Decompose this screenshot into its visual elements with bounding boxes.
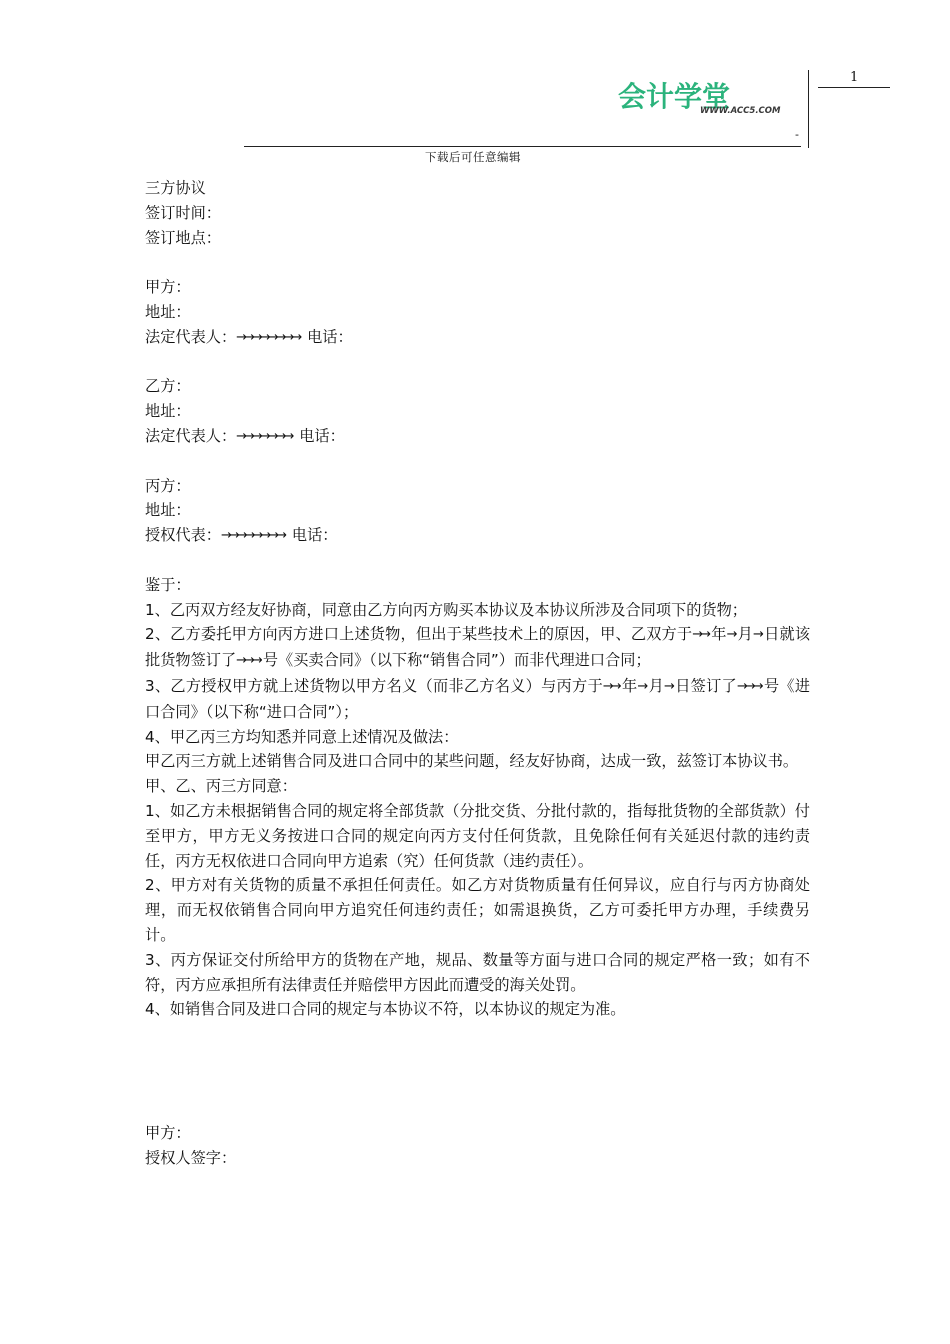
whereas-item-4: 4、甲乙丙三方均知悉并同意上述情况及做法：: [145, 727, 459, 746]
clause-1: 1、如乙方未根据销售合同的规定将全部货款（分批交货、分批付款的，指每批货物的全部货款）付至甲方，甲方无义务按进口合同的规定向丙方支付任何货款，且免除任何有关延迟付款的违约责任，丙方无权依进口合同向甲方追索（究）任何货款（违约责任）。: [145, 801, 810, 870]
party-c-phone: 电话：: [291, 526, 338, 545]
party-b-label: 乙方：: [145, 377, 191, 396]
whereas-item-1: 1、乙丙双方经友好协商，同意由乙方向丙方购买本协议及本协议所涉及合同项下的货物；: [145, 600, 747, 619]
whereas-3-day-blank: →: [664, 678, 672, 694]
party-c-representative: [145, 523, 810, 548]
whereas-3-number-blank: →→→: [737, 678, 761, 694]
logo-url-text: WWW.ACC5.COM: [700, 106, 781, 116]
whereas-2-text-a: 2、乙方委托甲方向丙方进口上述货物，但出于某些技术上的原因，甲、乙双方于: [145, 625, 693, 644]
party-a-rep-label: 法定代表人：: [145, 327, 237, 346]
party-a-representative: [145, 325, 810, 350]
whereas-2-text-d: 日就该批货物签订了: [145, 625, 811, 670]
whereas-3-month: 月: [648, 676, 665, 695]
whereas-3-text-e: 号《进口合同》（以下称“进口合同”）；: [145, 676, 811, 721]
whereas-heading: 鉴于：: [145, 575, 191, 594]
clause-3: 3、丙方保证交付所给甲方的货物在产地，规品、数量等方面与进口合同的规定严格一致；如有不符，丙方应承担所有法律责任并赔偿甲方因此而遭受的海关处罚。: [145, 950, 810, 994]
spacer: [145, 1022, 810, 1096]
sign-time: 签订时间：: [145, 203, 221, 222]
whereas-item-3: [145, 674, 810, 725]
whereas-2-month: 月: [737, 625, 754, 644]
whereas-2-year-blank: →→: [692, 627, 709, 643]
party-c-label: 丙方：: [145, 476, 191, 495]
header-horizontal-rule: [244, 146, 801, 147]
agreement-heading: 甲、乙、丙三方同意：: [145, 777, 297, 796]
spacer: [145, 250, 810, 275]
party-a-phone: 电话：: [307, 327, 353, 346]
whereas-3-year: 年: [621, 676, 638, 695]
whereas-item-2: [145, 622, 810, 674]
header-vertical-rule: [808, 70, 809, 148]
party-c-rep-label: 授权代表：: [145, 526, 221, 545]
party-a-address: 地址：: [145, 302, 191, 321]
party-a-rep-blank: →→→→→→→→: [236, 329, 300, 345]
clause-2: 2、甲方对有关货物的质量不承担任何责任。如乙方对货物质量有任何异议，应自行与丙方协商处理，而无权依销售合同向甲方追究任何违约责任；如需退换货，乙方可委托甲方办理，手续费另计。: [145, 876, 810, 944]
signature-authorized: 授权人签字：: [145, 1149, 237, 1168]
header-dash: -: [795, 128, 799, 141]
header-subheading: 下载后可任意编辑: [425, 150, 521, 164]
party-b-rep-label: 法定代表人：: [145, 426, 237, 445]
whereas-3-text-d: 日签订了: [674, 676, 737, 695]
whereas-2-month-blank: →: [726, 627, 735, 643]
party-c-address: 地址：: [145, 501, 191, 520]
page-number-rule: [818, 87, 890, 88]
whereas-2-text-e: 号《买卖合同》（以下称“销售合同”）而非代理进口合同；: [262, 651, 651, 670]
whereas-2-number-blank: →→→: [236, 653, 260, 669]
sign-place: 签订地点：: [145, 228, 221, 247]
whereas-2-day-blank: →: [753, 627, 761, 643]
spacer: [145, 548, 810, 573]
logo-text: 会计学堂: [618, 80, 731, 113]
intro-paragraph: 甲乙丙三方就上述销售合同及进口合同中的某些问题，经友好协商，达成一致，兹签订本协议书。: [145, 752, 799, 771]
clause-4: 4、如销售合同及进口合同的规定与本协议不符，以本协议的规定为准。: [145, 1000, 626, 1019]
whereas-3-text-a: 3、乙方授权甲方就上述货物以甲方名义（而非乙方名义）与丙方于: [145, 676, 603, 695]
party-c-rep-blank: →→→→→→→→: [220, 528, 285, 544]
spacer: [145, 350, 810, 375]
party-a-label: 甲方：: [145, 278, 191, 297]
party-b-rep-blank: →→→→→→→: [236, 428, 292, 444]
spacer: [145, 1096, 810, 1121]
whereas-3-year-blank: →→: [602, 678, 619, 694]
party-b-representative: [145, 424, 810, 449]
signature-party: 甲方：: [145, 1124, 191, 1143]
party-b-phone: 电话：: [299, 426, 345, 445]
whereas-3-month-blank: →: [637, 678, 646, 694]
document-title: 三方协议: [145, 179, 206, 197]
page-number: 1: [850, 70, 859, 85]
whereas-2-year: 年: [711, 625, 727, 644]
party-b-address: 地址：: [145, 402, 191, 421]
document-body: [145, 176, 810, 1171]
spacer: [145, 449, 810, 474]
company-logo: [618, 80, 804, 116]
